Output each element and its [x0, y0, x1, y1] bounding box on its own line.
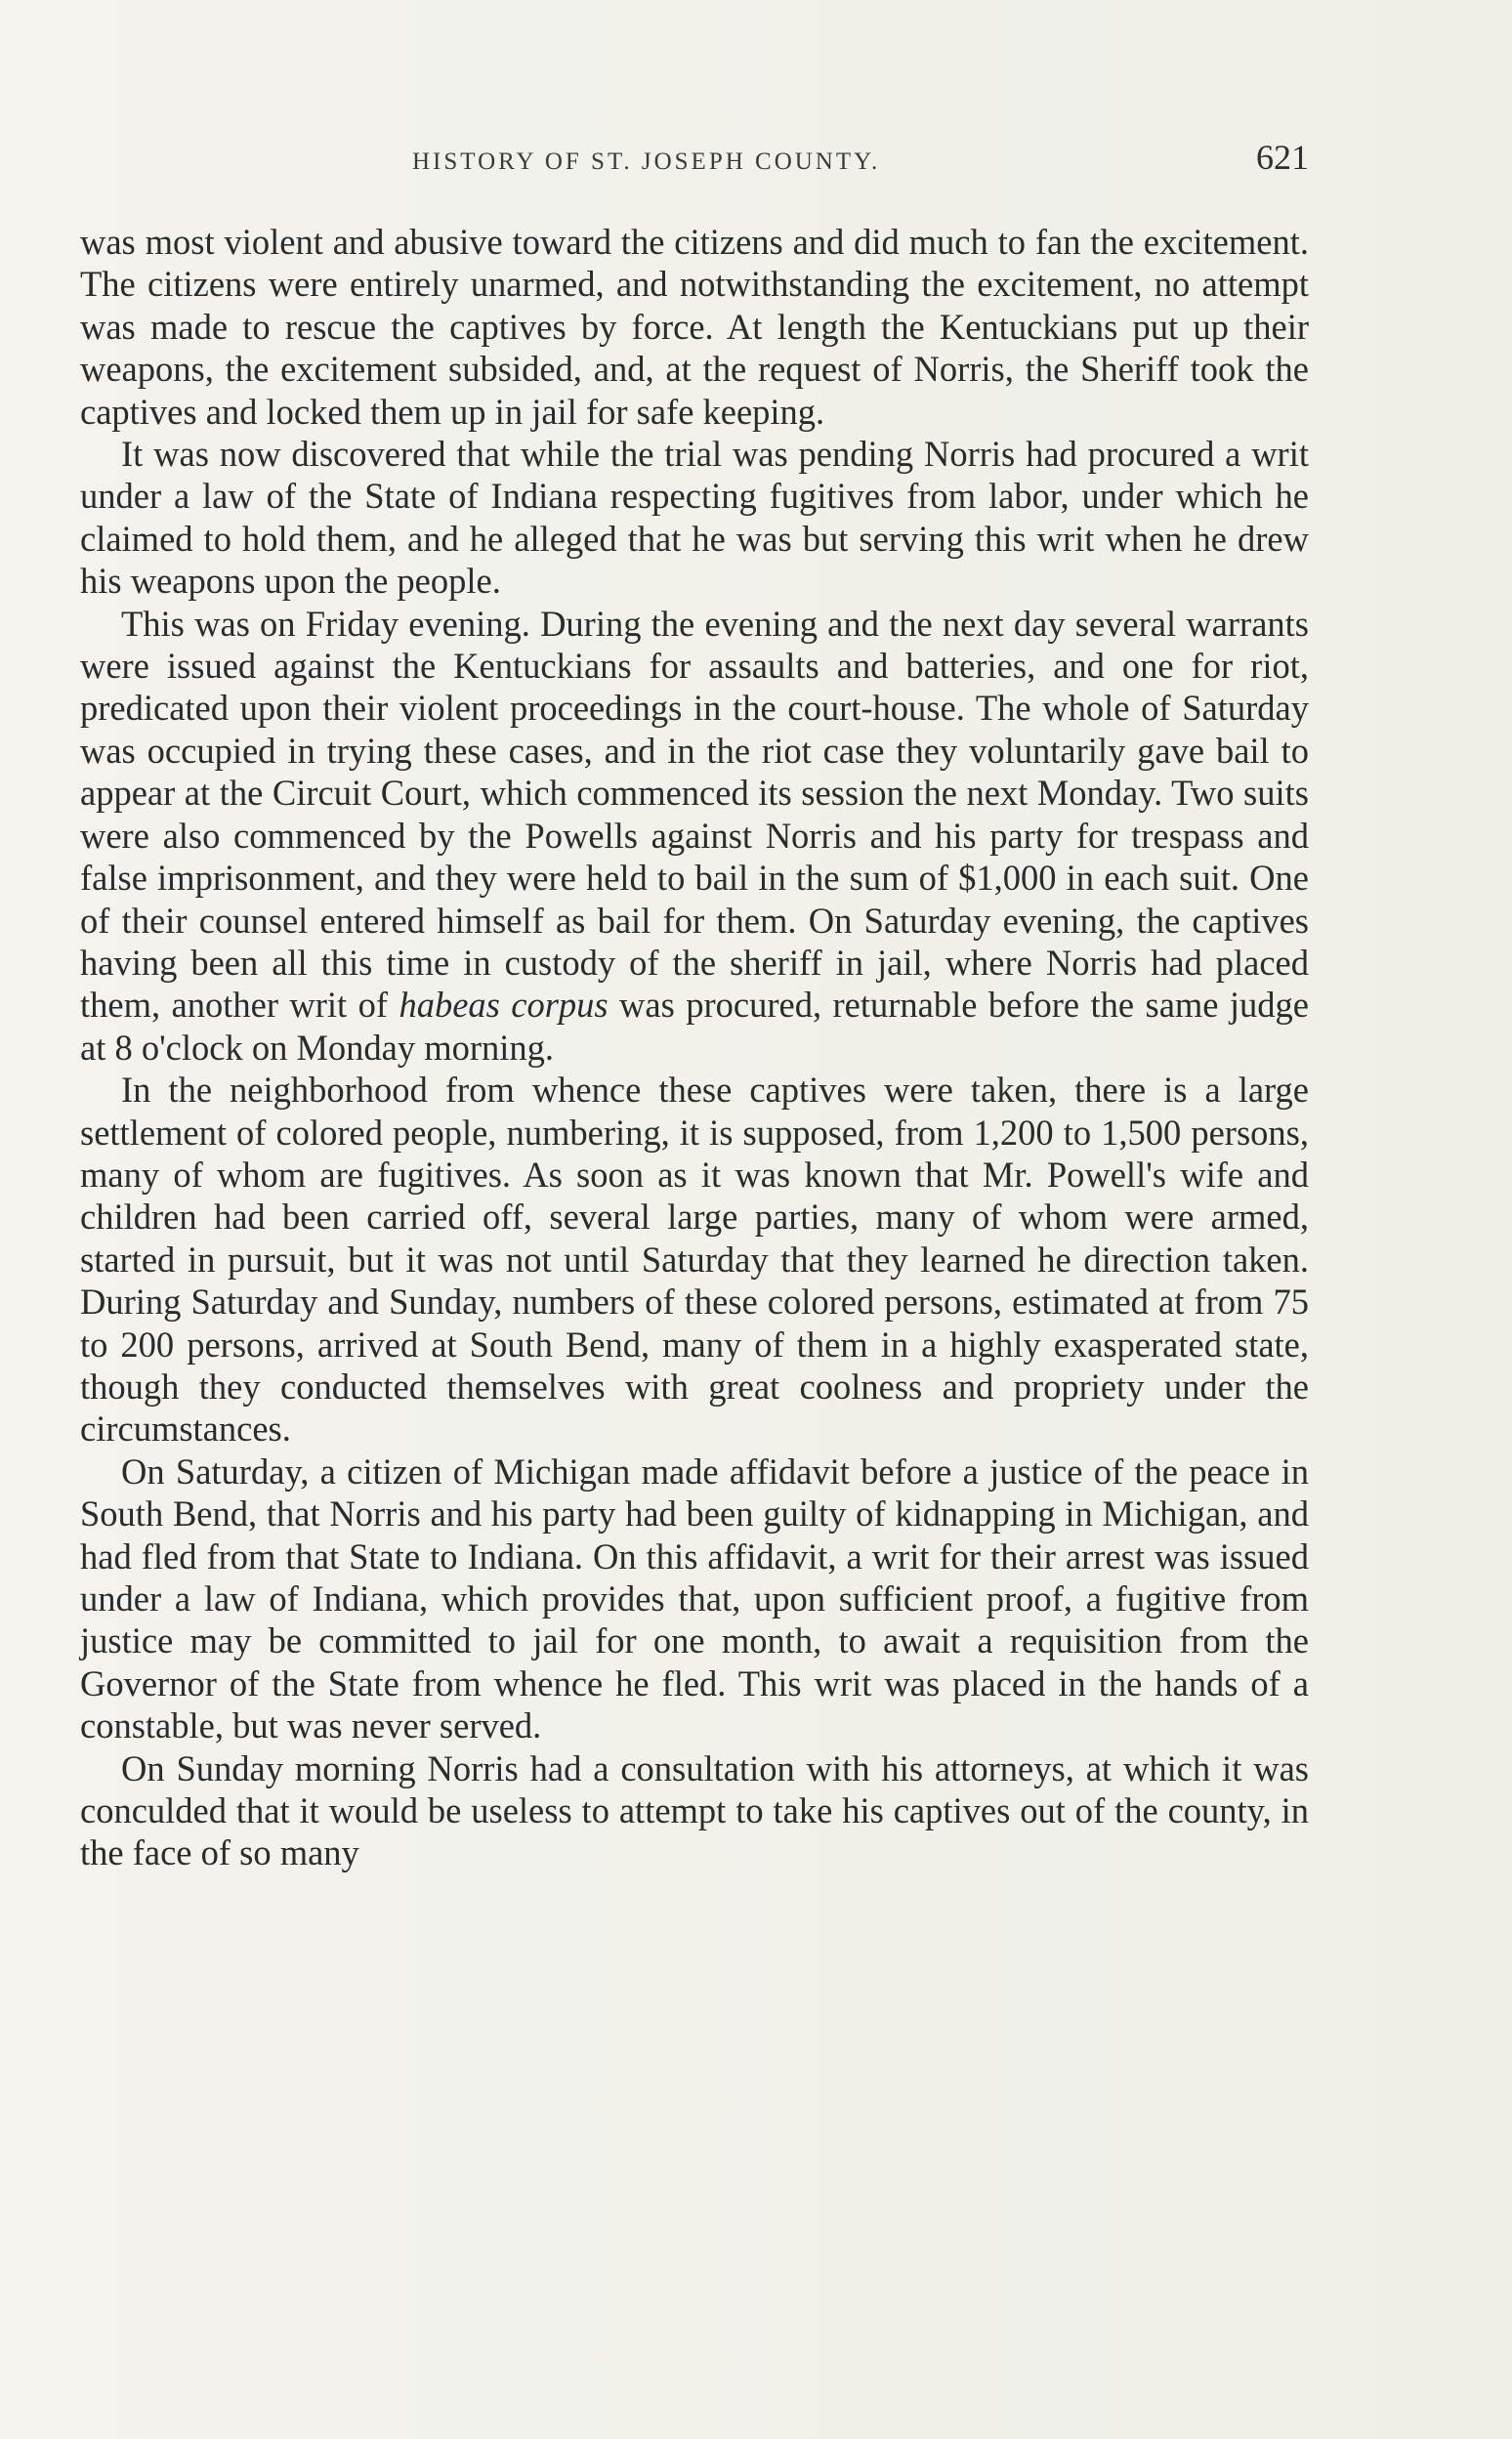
page-header: [80, 133, 1309, 191]
running-title: HISTORY OF ST. JOSEPH COUNTY.: [412, 148, 881, 175]
paragraph-4: In the neighborhood from whence these captives were taken, there is a large settlement of colored people, numbering, it is supposed, from 1,200 to 1,500 persons, many of whom are fugitives. As soon as it was known that Mr. Powell's wife and children had been carried off, several large parties, many of whom were armed, started in pursuit, but it was not until Saturday that they learned he direction taken. During Saturday and Sunday, numbers of these colored persons, estimated at from 75 to 200 persons, arrived at South Bend, many of them in a highly exasperated state, though they conducted themselves with great coolness and propriety under the circumstances.: [80, 1070, 1309, 1450]
paragraph-1: was most violent and abusive toward the citizens and did much to fan the excitement. The citizens were entirely unarmed, and notwithstanding the excitement, no attempt was made to rescue the captives by force. At length the Kentuckians put up their weapons, the excitement subsided, and, at the request of Norris, the Sheriff took the captives and locked them up in jail for safe keeping.: [80, 222, 1309, 432]
paragraph-3-text-cont: was procured, returnable before the same judge at 8 o'clock on Monday morning.: [80, 985, 1309, 1068]
paragraph-6: On Sunday morning Norris had a consultation with his attorneys, at which it was conculded that it would be useless to attempt to take his captives out of the county, in the face of so many: [80, 1747, 1309, 1873]
paragraph-5: On Saturday, a citizen of Michigan made affidavit before a justice of the peace in South Bend, that Norris and his party had been guilty of kidnapping in Michigan, and had fled from that State to Indiana. On this affidavit, a writ for their arrest was issued under a law of Indiana, which provides that, upon sufficient proof, a fugitive from justice may be committed to jail for one month, to await a requisition from the Governor of the State from whence he fled. This writ was placed in the hands of a constable, but was never served.: [80, 1451, 1309, 1746]
paragraph-3: [80, 603, 1309, 1069]
paragraph-3-text: This was on Friday evening. During the evening and the next day several warrants were issued against the Kentuckians for assaults and batteries, and one for riot, predicated upon their violent proceedings in the court-house. The whole of Saturday was occupied in trying these cases, and in the riot case they voluntarily gave bail to appear at the Circuit Court, which commenced its session the next Monday. Two suits were also commenced by the Powells against Norris and his party for trespass and false imprisonment, and they were held to bail in the sum of $1,000 in each suit. One of their counsel entered himself as bail for them. On Saturday evening, the captives having been all this time in custody of the sheriff in jail, where Norris had placed them, another writ of: [80, 603, 1309, 1026]
page-number: 621: [1256, 138, 1309, 177]
habeas-corpus-term: habeas corpus: [399, 985, 609, 1026]
body-text: [80, 221, 1309, 1874]
paragraph-2: It was now discovered that while the trial was pending Norris had procured a writ under a law of the State of Indiana respecting fugitives from labor, under which he claimed to hold them, and he alleged that he was but serving this writ when he drew his weapons upon the people.: [80, 434, 1309, 602]
